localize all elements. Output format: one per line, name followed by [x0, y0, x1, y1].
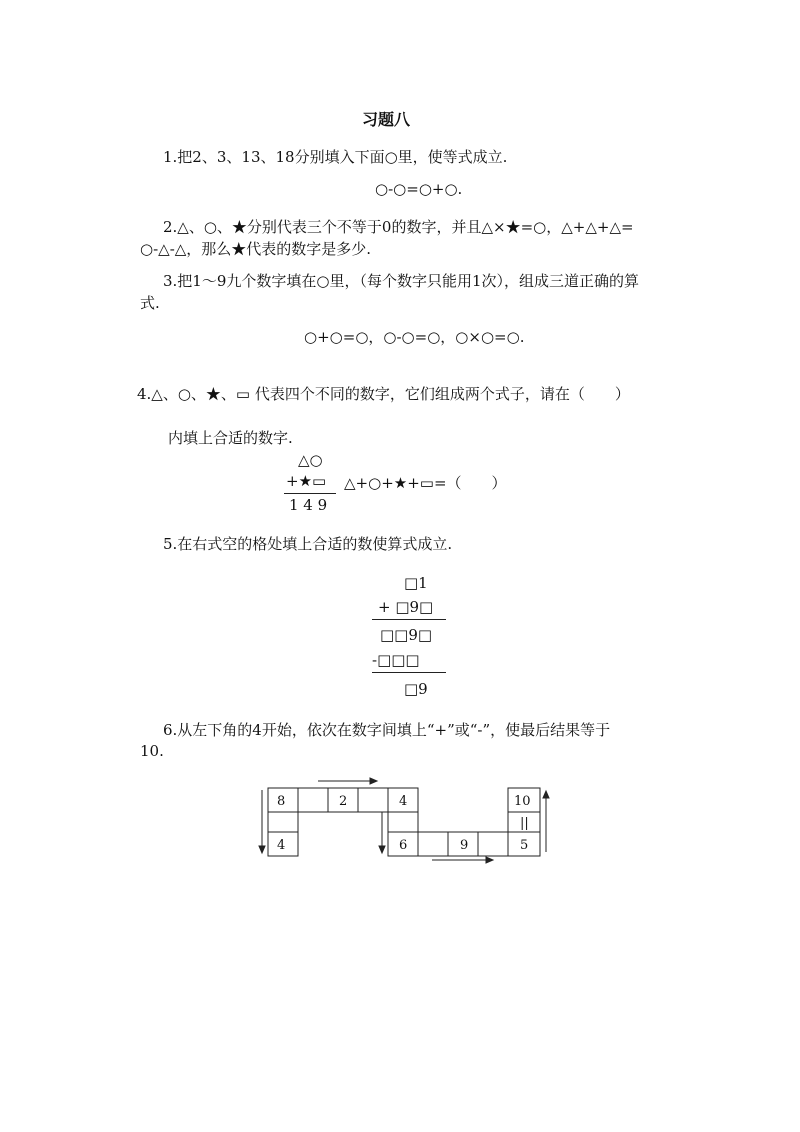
question-4-line-1: 4.△、○、★、▭ 代表四个不同的数字，它们组成两个式子，请在（ ）: [137, 385, 630, 403]
question-5-text: 5.在右式空的格处填上合适的数使算式成立.: [163, 535, 453, 553]
question-6-line-2: 10.: [140, 742, 164, 760]
cell-top-2: [298, 788, 328, 812]
arrow-bottom-right-head: [486, 857, 493, 863]
cell-label-2: 2: [339, 794, 348, 809]
question-2-line-1: 2.△、○、★分别代表三个不等于0的数字，并且△×★=○，△+△+△=: [163, 218, 634, 236]
cell-label-9: 9: [460, 838, 469, 853]
question-5-row-2: + □9□: [378, 598, 434, 616]
question-2-line-2: ○-△-△，那么★代表的数字是多少.: [140, 240, 372, 258]
page-title: 习题八: [362, 110, 411, 129]
cell-label-4-top: 4: [399, 794, 408, 809]
question-4-sum: 1 4 9: [289, 496, 328, 514]
question-1-equation: ○-○=○+○.: [375, 180, 463, 198]
cell-bottom-4: [478, 832, 508, 856]
arrow-right-up-head: [543, 791, 549, 798]
question-5-row-4: -□□□: [372, 651, 420, 669]
question-1-text: 1.把2、3、13、18分别填入下面○里，使等式成立.: [163, 148, 508, 166]
question-5-row-5: □9: [404, 680, 428, 698]
question-4-addend-2: +★▭: [286, 472, 327, 490]
cell-label-10: 10: [514, 794, 531, 809]
question-4-expression: △+○+★+▭=（ ）: [344, 474, 507, 492]
cell-top-4: [358, 788, 388, 812]
cell-label-6: 6: [399, 838, 408, 853]
arrow-left-down-head: [259, 846, 265, 853]
question-4-line-2: 内填上合适的数字.: [168, 429, 293, 447]
cell-bottom-2: [418, 832, 448, 856]
cell-label-5: 5: [520, 838, 529, 853]
cell-mid-col-mid: [388, 812, 418, 832]
arrow-mid-down-head: [379, 846, 385, 853]
question-4-addend-1: △○: [298, 451, 323, 469]
question-5-row-3: □□9□: [380, 626, 433, 644]
cell-label-equals: ||: [520, 816, 529, 831]
cell-label-4-bottom: 4: [277, 838, 286, 853]
cell-left-mid: [268, 812, 298, 832]
arrow-top-right-head: [370, 778, 377, 784]
question-3-line-2: 式.: [140, 294, 160, 312]
question-3-line-1: 3.把1～9九个数字填在○里，（每个数字只能用1次），组成三道正确的算: [163, 272, 640, 290]
question-3-equation: ○+○=○，○-○=○，○×○=○.: [304, 328, 525, 346]
question-6-line-1: 6.从左下角的4开始，依次在数字间填上“+”或“-”，使最后结果等于: [163, 721, 611, 739]
question-5-row-1: □1: [404, 574, 428, 592]
cell-label-8: 8: [277, 794, 286, 809]
